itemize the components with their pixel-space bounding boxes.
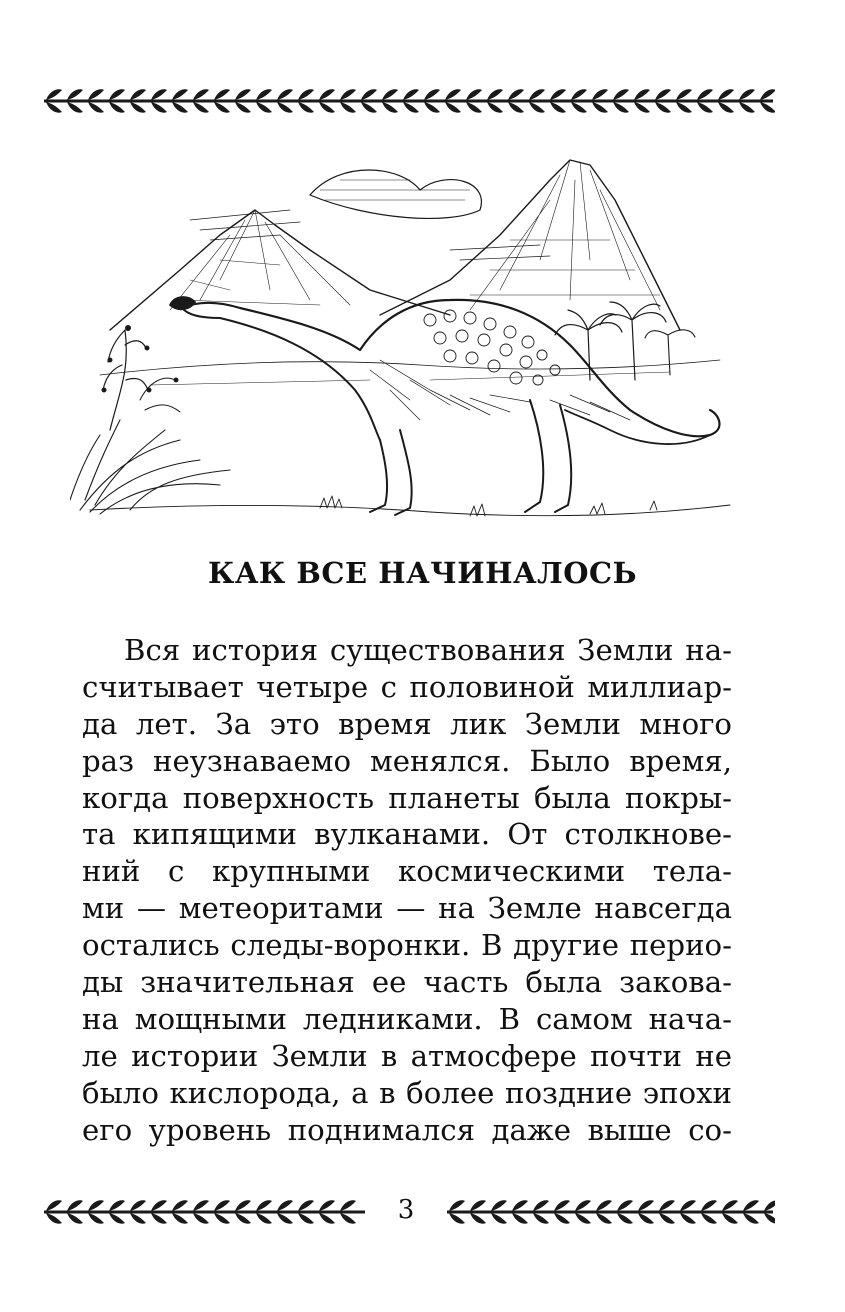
text-line: считывает четыре с половиной миллиар- <box>82 669 732 704</box>
page-number: 3 <box>397 1195 415 1225</box>
text-line: ми — метеоритами — на Земле навсегда <box>82 891 732 926</box>
top-ornament-border <box>42 86 775 116</box>
text-line: Вся история существования Земли на- <box>124 633 732 667</box>
body-paragraph <box>82 632 732 1148</box>
text-line: ний с крупными космическими тела- <box>82 854 732 889</box>
text-line: раз неузнаваемо менялся. Было время, <box>82 743 732 778</box>
text-line: остались следы-воронки. В другие перио- <box>82 928 732 963</box>
text-line: на мощными ледниками. В самом нача- <box>82 1001 732 1036</box>
text-line: да лет. За это время лик Земли много <box>82 706 732 741</box>
text-line: было кислорода, а в более поздние эпохи <box>82 1075 732 1110</box>
text-line: его уровень поднимался даже выше со- <box>82 1112 732 1147</box>
text-line: та кипящими вулканами. От столкнове- <box>82 817 732 852</box>
dinosaur-illustration <box>70 140 750 540</box>
text-line: когда поверхность планеты была покры- <box>82 780 732 815</box>
chapter-title: КАК ВСЕ НАЧИНАЛОСЬ <box>207 556 638 590</box>
text-line: ле истории Земли в атмосфере почти не <box>82 1038 732 1073</box>
bottom-right-ornament-border <box>445 1197 775 1227</box>
text-line: ды значительная ее часть была закова- <box>82 965 732 1000</box>
